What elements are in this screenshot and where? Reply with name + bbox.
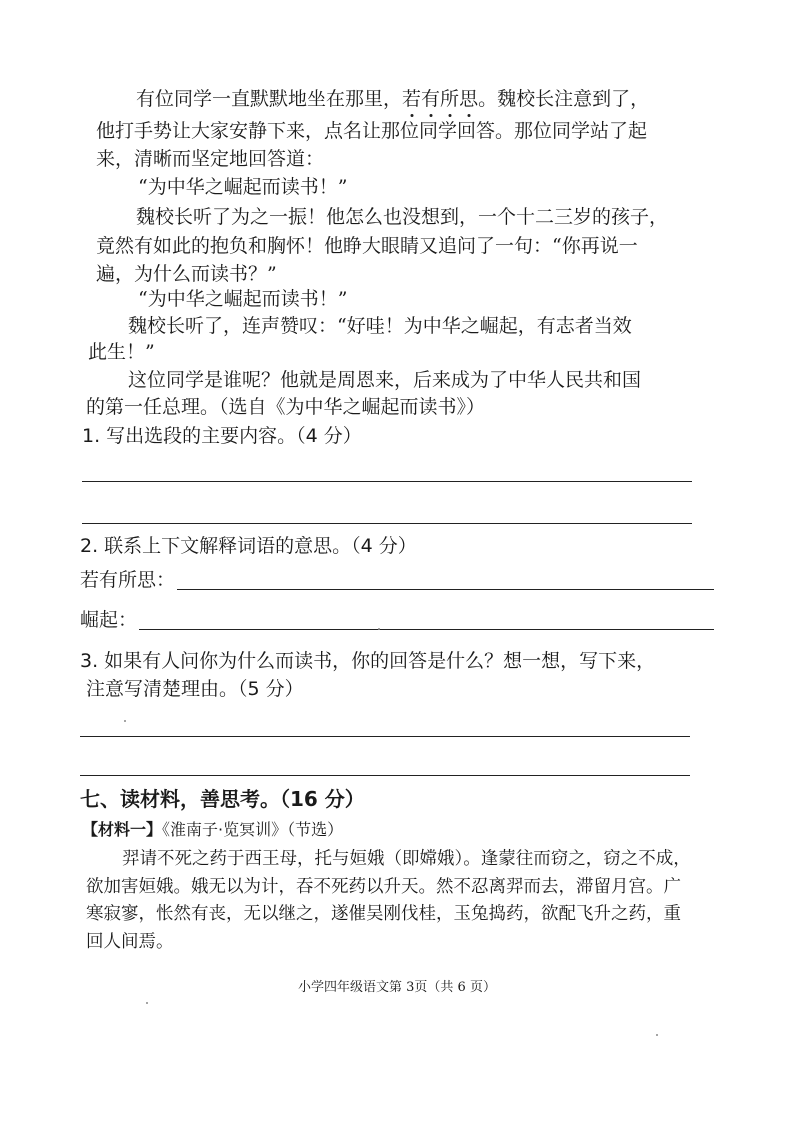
- question-1: 1. 写出选段的主要内容。（4 分）: [82, 425, 362, 447]
- scan-speck: [124, 720, 126, 722]
- answer-line[interactable]: [80, 736, 690, 737]
- scan-speck: [378, 628, 380, 630]
- material-line: 回人间焉。: [86, 932, 174, 952]
- answer-line[interactable]: [82, 523, 692, 524]
- question-2: 2. 联系上下文解释词语的意思。（4 分）: [80, 535, 417, 557]
- passage-line: 的第一任总理。（选自《为中华之崛起而读书》）: [86, 396, 486, 418]
- passage-line: 遍，为什么而读书？”: [96, 263, 277, 285]
- term-label: 若有所思：: [80, 569, 176, 591]
- answer-field-jueqi[interactable]: [80, 607, 714, 633]
- section-7-title: 七、读材料，善思考。（16 分）: [80, 787, 365, 811]
- passage-line: 有位同学一直默默地坐在那里，若有所思。魏校长注意到了，: [136, 88, 650, 110]
- passage-quote: “为中华之崛起而读书！”: [138, 288, 348, 310]
- answer-line[interactable]: [139, 629, 714, 630]
- page-footer: 小学四年级语文第 3页（共 6 页）: [298, 980, 496, 995]
- material-line: 欲加害姮娥。娥无以为计，吞不死药以升天。然不忍离羿而去，滞留月宫。广: [86, 877, 681, 897]
- passage-line: 此生！”: [88, 341, 155, 363]
- material-line: 寒寂寥，怅然有丧，无以继之，遂催吴刚伐桂，玉兔捣药，欲配飞升之药，重: [86, 904, 681, 924]
- material-line: 羿请不死之药于西王母，托与姮娥（即嫦娥）。逢蒙往而窃之，窃之不成，: [122, 849, 691, 869]
- passage-line: 魏校长听了，连声赞叹：“好哇！为中华之崛起，有志者当效: [128, 315, 632, 337]
- question-3-continued: 注意写清楚理由。（5 分）: [86, 678, 304, 700]
- scan-speck: [146, 1002, 148, 1004]
- answer-line[interactable]: [80, 775, 690, 776]
- question-3: 3. 如果有人问你为什么而读书，你的回答是什么？想一想，写下来，: [80, 650, 656, 672]
- answer-line[interactable]: [177, 589, 714, 590]
- material-heading: [82, 817, 343, 843]
- answer-field-ruoyousuosi[interactable]: [80, 567, 714, 593]
- material-label: 【材料一】: [82, 820, 163, 839]
- passage-line: 这位同学是谁呢？他就是周恩来，后来成为了中华人民共和国: [128, 369, 642, 391]
- passage-line: 魏校长听了为之一振！他怎么也没想到，一个十二三岁的孩子，: [136, 206, 669, 228]
- passage-line: 竟然有如此的抱负和胸怀！他睁大眼睛又追问了一句：“你再说一: [96, 235, 638, 257]
- material-source: 《淮南子·览冥训》（节选）: [162, 820, 344, 839]
- scan-speck: [656, 1034, 658, 1036]
- passage-quote: “为中华之崛起而读书！”: [138, 176, 348, 198]
- passage-line: 他打手势让大家安静下来，点名让那位同学回答。那位同学站了起: [96, 120, 648, 142]
- passage-line: 来，清晰而坚定地回答道：: [96, 148, 325, 170]
- term-label: 崛起：: [80, 609, 138, 631]
- answer-line[interactable]: [82, 481, 692, 482]
